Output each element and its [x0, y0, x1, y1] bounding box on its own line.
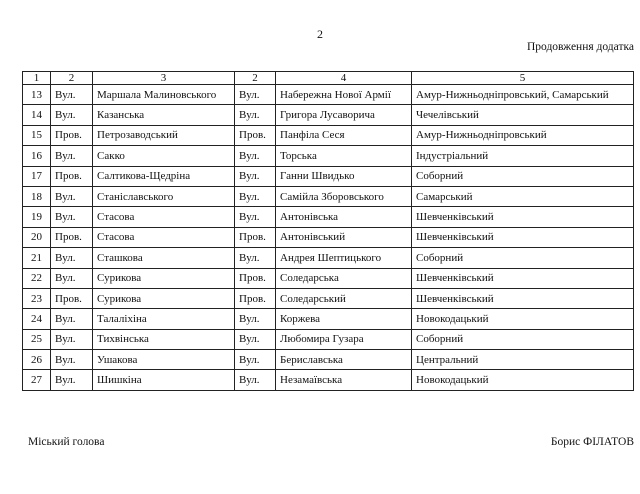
- header-col-3: 3: [93, 72, 235, 85]
- new-name-cell: Антонівська: [276, 207, 412, 227]
- old-type-cell: Вул.: [51, 186, 93, 206]
- new-name-cell: Ганни Швидько: [276, 166, 412, 186]
- new-type-cell: Вул.: [235, 329, 276, 349]
- new-type-cell: Вул.: [235, 146, 276, 166]
- new-type-cell: Пров.: [235, 227, 276, 247]
- table-row: [23, 186, 634, 206]
- row-number-cell: 15: [23, 125, 51, 145]
- district-cell: Чечелівський: [412, 105, 634, 125]
- district-cell: Шевченківський: [412, 288, 634, 308]
- row-number-cell: 18: [23, 186, 51, 206]
- table-row: [23, 146, 634, 166]
- district-cell: Шевченківський: [412, 227, 634, 247]
- old-name-cell: Станіславського: [93, 186, 235, 206]
- district-cell: Соборний: [412, 248, 634, 268]
- old-type-cell: Вул.: [51, 146, 93, 166]
- row-number-cell: 24: [23, 309, 51, 329]
- new-type-cell: Вул.: [235, 207, 276, 227]
- table-row: [23, 370, 634, 390]
- new-type-cell: Вул.: [235, 105, 276, 125]
- row-number-cell: 27: [23, 370, 51, 390]
- new-type-cell: Вул.: [235, 85, 276, 105]
- old-name-cell: Маршала Малиновського: [93, 85, 235, 105]
- new-name-cell: Самійла Зборовського: [276, 186, 412, 206]
- new-type-cell: Вул.: [235, 186, 276, 206]
- row-number-cell: 17: [23, 166, 51, 186]
- old-type-cell: Вул.: [51, 370, 93, 390]
- new-name-cell: Панфіла Сеся: [276, 125, 412, 145]
- old-type-cell: Вул.: [51, 248, 93, 268]
- old-name-cell: Сташкова: [93, 248, 235, 268]
- table-row: [23, 288, 634, 308]
- row-number-cell: 14: [23, 105, 51, 125]
- signature-title: Міський голова: [28, 436, 105, 448]
- old-type-cell: Пров.: [51, 227, 93, 247]
- old-name-cell: Шишкіна: [93, 370, 235, 390]
- new-name-cell: Андрея Шептицького: [276, 248, 412, 268]
- row-number-cell: 13: [23, 85, 51, 105]
- table-row: [23, 125, 634, 145]
- header-col-4: 2: [235, 72, 276, 85]
- old-name-cell: Петрозаводський: [93, 125, 235, 145]
- new-name-cell: Незамаївська: [276, 370, 412, 390]
- old-type-cell: Вул.: [51, 329, 93, 349]
- old-type-cell: Пров.: [51, 166, 93, 186]
- row-number-cell: 22: [23, 268, 51, 288]
- new-name-cell: Григора Лусаворича: [276, 105, 412, 125]
- new-type-cell: Вул.: [235, 309, 276, 329]
- new-type-cell: Вул.: [235, 248, 276, 268]
- new-type-cell: Вул.: [235, 166, 276, 186]
- district-cell: Шевченківський: [412, 268, 634, 288]
- header-col-6: 5: [412, 72, 634, 85]
- old-name-cell: Казанська: [93, 105, 235, 125]
- new-name-cell: Соледарська: [276, 268, 412, 288]
- old-type-cell: Пров.: [51, 288, 93, 308]
- district-cell: Самарський: [412, 186, 634, 206]
- old-name-cell: Сакко: [93, 146, 235, 166]
- new-type-cell: Вул.: [235, 370, 276, 390]
- row-number-cell: 25: [23, 329, 51, 349]
- district-cell: Новокодацький: [412, 309, 634, 329]
- new-type-cell: Пров.: [235, 125, 276, 145]
- old-name-cell: Талаліхіна: [93, 309, 235, 329]
- old-type-cell: Вул.: [51, 268, 93, 288]
- row-number-cell: 20: [23, 227, 51, 247]
- table-row: [23, 350, 634, 370]
- district-cell: Соборний: [412, 329, 634, 349]
- old-name-cell: Ушакова: [93, 350, 235, 370]
- new-name-cell: Бериславська: [276, 350, 412, 370]
- row-number-cell: 23: [23, 288, 51, 308]
- new-name-cell: Антонівський: [276, 227, 412, 247]
- old-type-cell: Вул.: [51, 105, 93, 125]
- new-type-cell: Пров.: [235, 288, 276, 308]
- old-name-cell: Сурикова: [93, 288, 235, 308]
- old-type-cell: Вул.: [51, 309, 93, 329]
- old-type-cell: Вул.: [51, 350, 93, 370]
- district-cell: Центральний: [412, 350, 634, 370]
- table-row: [23, 85, 634, 105]
- new-name-cell: Коржева: [276, 309, 412, 329]
- table-row: [23, 105, 634, 125]
- header-col-2: 2: [51, 72, 93, 85]
- row-number-cell: 26: [23, 350, 51, 370]
- new-name-cell: Соледарський: [276, 288, 412, 308]
- new-name-cell: Любомира Гузара: [276, 329, 412, 349]
- district-cell: Новокодацький: [412, 370, 634, 390]
- old-name-cell: Стасова: [93, 207, 235, 227]
- new-name-cell: Набережна Нової Армії: [276, 85, 412, 105]
- new-name-cell: Торська: [276, 146, 412, 166]
- district-cell: Соборний: [412, 166, 634, 186]
- new-type-cell: Вул.: [235, 350, 276, 370]
- table-row: [23, 227, 634, 247]
- table-row: [23, 166, 634, 186]
- table-row: [23, 248, 634, 268]
- old-type-cell: Пров.: [51, 125, 93, 145]
- page-number: 2: [317, 27, 323, 41]
- row-number-cell: 21: [23, 248, 51, 268]
- table-row: [23, 329, 634, 349]
- new-type-cell: Пров.: [235, 268, 276, 288]
- row-number-cell: 19: [23, 207, 51, 227]
- district-cell: Індустріальний: [412, 146, 634, 166]
- old-type-cell: Вул.: [51, 85, 93, 105]
- table-header-row: [23, 72, 634, 85]
- old-name-cell: Салтикова-Щедріна: [93, 166, 235, 186]
- continuation-label: Продовження додатка: [526, 41, 634, 53]
- district-cell: Амур-Нижньодніпровський, Самарський: [412, 85, 634, 105]
- district-cell: Амур-Нижньодніпровський: [412, 125, 634, 145]
- old-name-cell: Сурикова: [93, 268, 235, 288]
- row-number-cell: 16: [23, 146, 51, 166]
- old-name-cell: Стасова: [93, 227, 235, 247]
- street-rename-table: [22, 71, 634, 391]
- header-col-1: 1: [23, 72, 51, 85]
- table-body: [23, 85, 634, 391]
- table-row: [23, 207, 634, 227]
- table-row: [23, 309, 634, 329]
- district-cell: Шевченківський: [412, 207, 634, 227]
- old-name-cell: Тихвінська: [93, 329, 235, 349]
- signature-name: Борис ФІЛАТОВ: [550, 436, 634, 448]
- header-col-5: 4: [276, 72, 412, 85]
- old-type-cell: Вул.: [51, 207, 93, 227]
- table-row: [23, 268, 634, 288]
